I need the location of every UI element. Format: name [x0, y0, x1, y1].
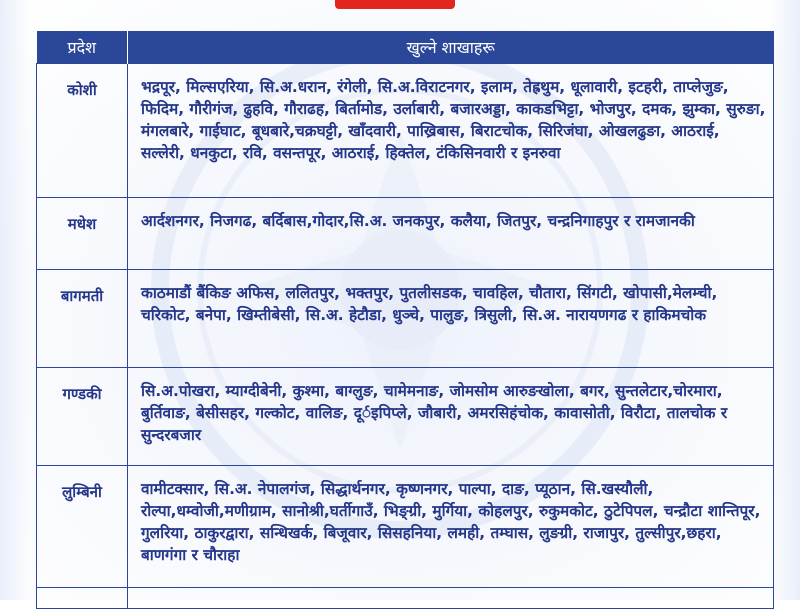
header-tab-accent [335, 0, 455, 9]
row-state: गण्डकी [37, 368, 128, 466]
row-state: बागमती [37, 270, 128, 368]
row-branches: वामीटक्सार, सि.अ. नेपालगंज, सिद्धार्थनगर, कृष्णनगर, पाल्पा, दाङ, प्यूठान, सि.खस्यौली, रोल्पा,धम्वोजी,मणीग्राम, सानोश्री,घर्तीगाउँ, भिङ्ग्री, मुर्गिया, कोहलपुर, रुकुमकोट, ठुटेपिपल, चन्द्रौटा शान्तिपूर, गुलरिया, ठाकुरद्वारा, सन्धिखर्क, बिजूवार, सिसहनिया, लमही, तम्घास, लुङग्री, राजापुर, तुल्सीपुर,छहरा, बाणगंगा र चौराहा [128, 466, 774, 588]
table-row [37, 270, 774, 368]
row-branches: काठमाडौं बैंकिङ अफिस, ललितपुर, भक्तपुर, पुतलीसडक, चावहिल, चौतारा, सिंगटी, खोपासी,मेलम्ची, चरिकोट, बनेपा, खिम्तीबेसी, सि.अ. हेटौडा, धुञ्चे, पालुङ, त्रिसुली, सि.अ. नारायणगढ र हाकिमचोक [128, 270, 774, 368]
table-row [37, 368, 774, 466]
row-branches: आर्दशनगर, निजगढ, बर्दिबास,गोदार,सि.अ. जनकपुर, कलैया, जितपुर, चन्द्रनिगाहपुर र रामजानकी [128, 198, 774, 270]
table-row [37, 466, 774, 588]
row-state: मधेश [37, 198, 128, 270]
page-edge-right [770, 0, 800, 600]
row-state: लुम्बिनी [37, 466, 128, 588]
table-row [37, 588, 774, 609]
header-state: प्रदेश [37, 31, 128, 64]
page-edge-left [0, 0, 30, 600]
row-state: कोशी [37, 64, 128, 198]
row-branches: सि.अ.पोखरा, म्याग्दीबेनी, कुश्मा, बाग्लुङ, चामेमनाङ, जोमसोम आरुङखोला, बगर, सुन्तलेटार,चोरमारा, बुर्तिवाङ, बेसीसहर, गल्कोट, वालिङ, दूर्इपिप्ले, जौबारी, अमरसिहंचोक, कावासोती, विरौटा, तालचोक र सुन्दरबजार [128, 368, 774, 466]
row-state [37, 588, 128, 609]
branches-table [36, 31, 774, 609]
header-branches: खुल्ने शाखाहरू [128, 31, 774, 64]
table-row [37, 64, 774, 198]
table-header-row [37, 31, 774, 64]
table-row [37, 198, 774, 270]
row-branches: भद्रपूर, मिल्सएरिया, सि.अ.धरान, रंगेली, सि.अ.विराटनगर, इलाम, तेह्रथुम, धूलावारी, इटहरी, ताप्लेजुङ, फिदिम, गौरीगंज, ढुहवि, गौराढह, बिर्तामोड, उर्लाबारी, बजारअड्डा, काकडभिट्टा, भोजपुर, दमक, झुम्का, सुरुङा, मंगलबारे, गाईघाट, बूधबारे,चक्रघट्टी, खाँदवारी, पाख्रिबास, बिराटचोक, सिरिजंघा, ओखलढुङा, आठराई, सल्लेरी, धनकुटा, रवि, वसन्तपूर, आठराई, हिक्तेल, टंकिसिनवारी र इनरुवा [128, 64, 774, 198]
row-branches [128, 588, 774, 609]
